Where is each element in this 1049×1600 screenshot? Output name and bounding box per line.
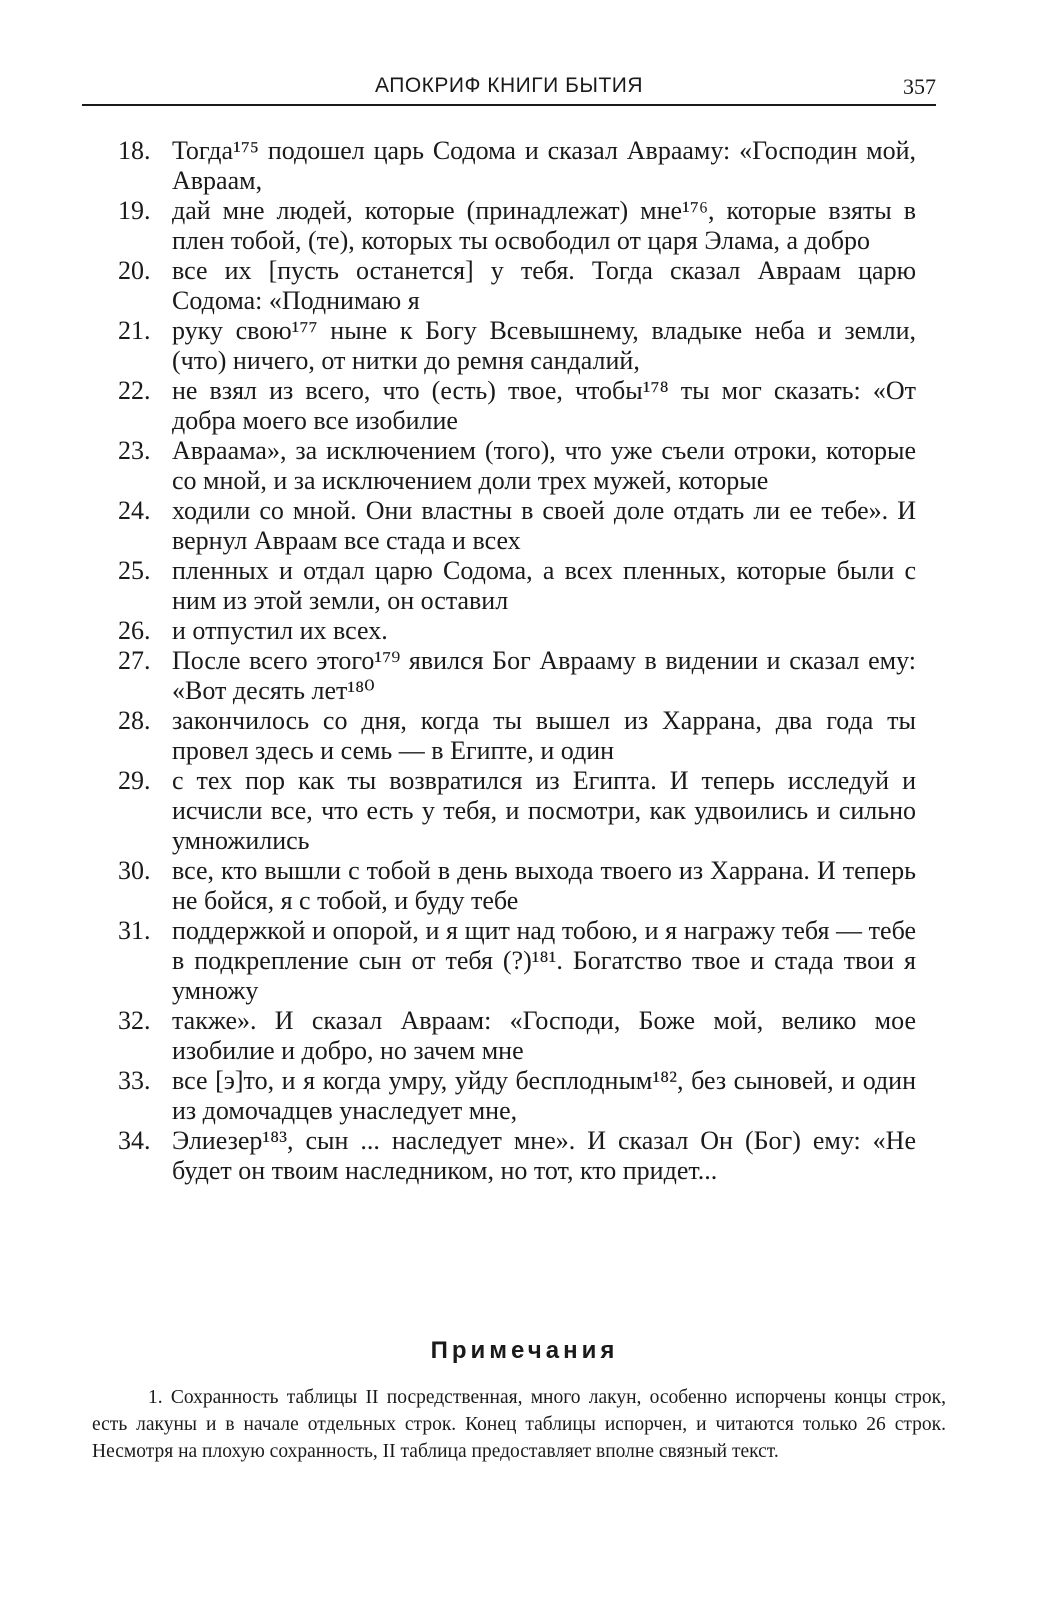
notes-heading: Примечания: [430, 1337, 619, 1364]
verse-number: 27.: [118, 646, 151, 675]
verse-number: 24.: [118, 496, 151, 525]
verse-number: 33.: [118, 1066, 151, 1095]
verse-text: все, кто вышли с тобой в день выхода твоего из Харрана. И теперь не бойся, я с тобой, и буду тебе: [172, 856, 916, 915]
verse-29: [118, 766, 916, 856]
verse-number: 18.: [118, 136, 151, 165]
verse-number: 30.: [118, 856, 151, 885]
verse-21: [118, 316, 916, 376]
verse-text: также». И сказал Авраам: «Господи, Боже мой, велико мое изобилие и добро, но зачем мне: [172, 1006, 916, 1065]
verse-32: [118, 1006, 916, 1066]
verse-text: руку свою¹⁷⁷ ныне к Богу Всевышнему, владыке неба и земли, (что) ничего, от нитки до ремня сандалий,: [172, 316, 916, 375]
verse-34: [118, 1126, 916, 1186]
verse-30: [118, 856, 916, 916]
verse-22: [118, 376, 916, 436]
verse-19: [118, 196, 916, 256]
verse-24: [118, 496, 916, 556]
verse-27: [118, 646, 916, 706]
verse-text: Авраама», за исключением (того), что уже съели отроки, которые со мной, и за исключением доли трех мужей, которые: [172, 436, 916, 495]
verse-text: все их [пусть останется] у тебя. Тогда сказал Авраам царю Содома: «Поднимаю я: [172, 256, 916, 315]
verse-25: [118, 556, 916, 616]
verse-number: 32.: [118, 1006, 151, 1035]
running-title: АПОКРИФ КНИГИ БЫТИЯ: [374, 74, 644, 97]
verse-list: [118, 136, 916, 1186]
page-header: [82, 72, 936, 102]
verse-number: 34.: [118, 1126, 151, 1155]
verse-text: не взял из всего, что (есть) твое, чтобы¹⁷⁸ ты мог сказать: «От добра моего все изобилие: [172, 376, 916, 435]
verse-text: все [э]то, и я когда умру, уйду бесплодным¹⁸², без сыновей, и один из домочадцев унаследует мне,: [172, 1066, 916, 1125]
verse-23: [118, 436, 916, 496]
verse-31: [118, 916, 916, 1006]
verse-28: [118, 706, 916, 766]
verse-20: [118, 256, 916, 316]
verse-text: с тех пор как ты возвратился из Египта. И теперь исследуй и исчисли все, что есть у тебя, и посмотри, как удвоились и сильно умножились: [172, 766, 916, 855]
verse-33: [118, 1066, 916, 1126]
verse-text: пленных и отдал царю Содома, а всех пленных, которые были с ним из этой земли, он оставил: [172, 556, 916, 615]
verse-number: 21.: [118, 316, 151, 345]
verse-number: 22.: [118, 376, 151, 405]
verse-number: 20.: [118, 256, 151, 285]
verse-number: 25.: [118, 556, 151, 585]
note-1: 1. Сохранность таблицы II посредственная, много лакун, особенно испорчены концы строк, есть лакуны и в начале отдельных строк. Конец таблицы испорчен, и читаются только 26 строк. Несмотря на плохую сохранность, II таблица предоставляет вполне связный текст.: [92, 1387, 946, 1462]
verse-text: После всего этого¹⁷⁹ явился Бог Аврааму в видении и сказал ему: «Вот десять лет¹⁸⁰: [172, 646, 916, 705]
verse-text: Тогда¹⁷⁵ подошел царь Содома и сказал Аврааму: «Господин мой, Авраам,: [172, 136, 916, 195]
verse-number: 31.: [118, 916, 151, 945]
verse-text: дай мне людей, которые (принадлежат) мне¹⁷⁶, которые взяты в плен тобой, (те), которых ты освободил от царя Элама, а добро: [172, 196, 916, 255]
verse-text: ходили со мной. Они властны в своей доле отдать ли ее тебе». И вернул Авраам все стада и всех: [172, 496, 916, 555]
verse-number: 28.: [118, 706, 151, 735]
verse-number: 23.: [118, 436, 151, 465]
header-rule: [82, 104, 936, 106]
verse-text: и отпустил их всех.: [172, 616, 388, 645]
verse-18: [118, 136, 916, 196]
page-number: 357: [903, 74, 936, 99]
verse-text: закончилось со дня, когда ты вышел из Харрана, два года ты провел здесь и семь — в Египте, и один: [172, 706, 916, 765]
verse-text: поддержкой и опорой, и я щит над тобою, и я награжу тебя — тебе в подкрепление сын от тебя (?)¹⁸¹. Богатство твое и стада твои я умножу: [172, 916, 916, 1005]
verse-number: 26.: [118, 616, 151, 645]
verse-number: 19.: [118, 196, 151, 225]
verse-26: [118, 616, 916, 646]
verse-text: Элиезер¹⁸³, сын ... наследует мне». И сказал Он (Бог) ему: «Не будет он твоим наследником, но тот, кто придет...: [172, 1126, 916, 1185]
verse-number: 29.: [118, 766, 151, 795]
